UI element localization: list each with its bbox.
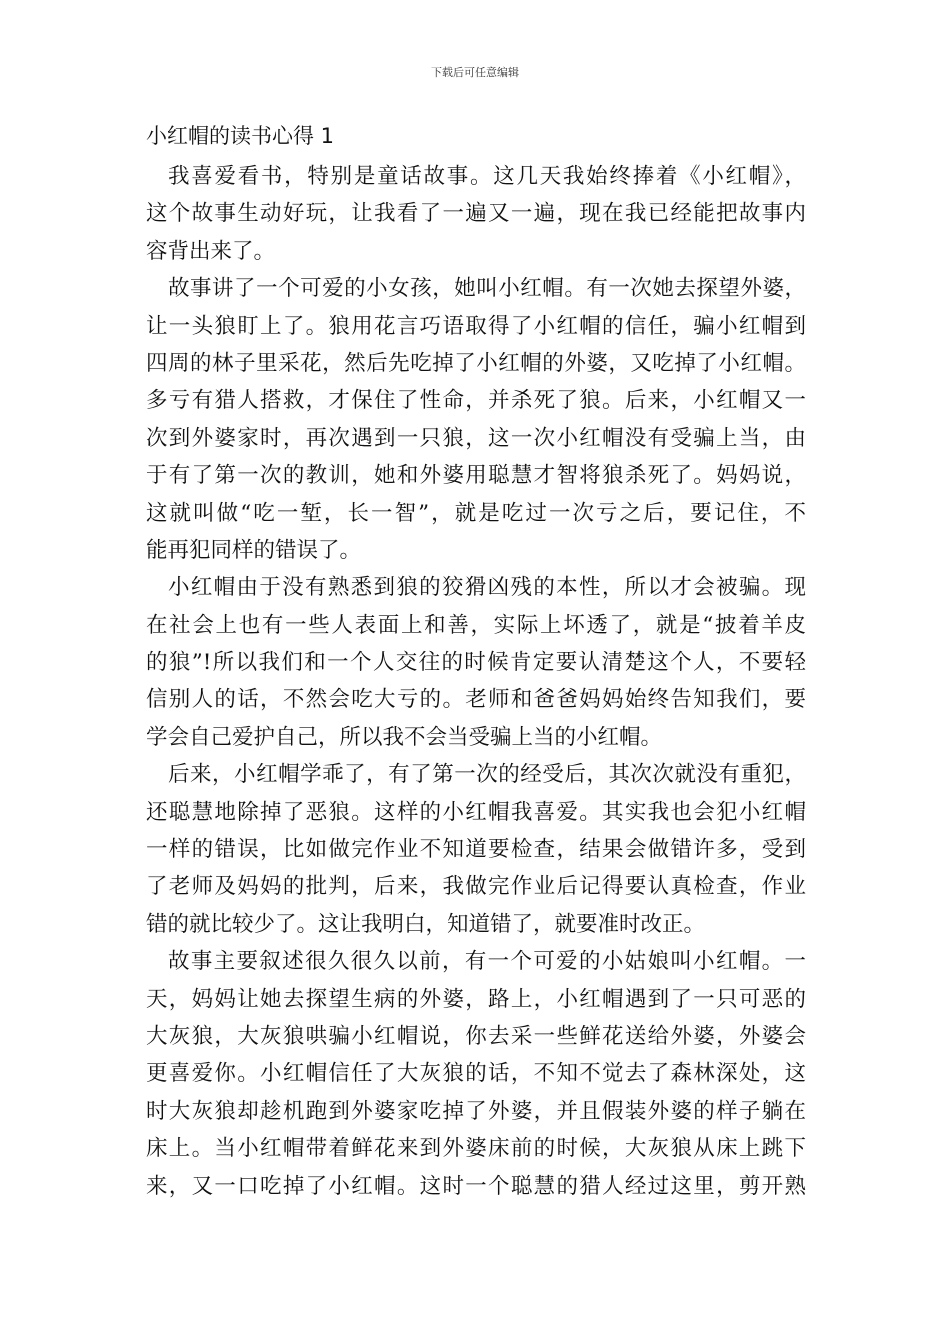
text-line: 次到外婆家时，再次遇到一只狼，这一次小红帽没有受骗上当，由 xyxy=(146,425,806,451)
paragraph-4 xyxy=(146,756,806,943)
text-line: 了老师及妈妈的批判，后来，我做完作业后记得要认真检查，作业 xyxy=(146,874,806,900)
page-header: 下载后可任意编辑 xyxy=(431,66,519,79)
text-line: 天，妈妈让她去探望生病的外婆，路上，小红帽遇到了一只可恶的 xyxy=(146,986,806,1012)
text-line: 一样的错误，比如做完作业不知道要检查，结果会做错许多，受到 xyxy=(146,837,806,863)
text-line: 信别人的话，不然会吃大亏的。老师和爸爸妈妈始终告知我们，要 xyxy=(146,687,806,713)
text-line: 故事主要叙述很久很久以前，有一个可爱的小姑娘叫小红帽。一 xyxy=(168,949,806,975)
text-line: 小红帽由于没有熟悉到狼的狡猾凶残的本性，所以才会被骗。现 xyxy=(168,575,806,601)
text-line: 我喜爱看书，特别是童话故事。这几天我始终捧着《小红帽》， xyxy=(168,164,806,189)
paragraph-1 xyxy=(146,158,806,270)
text-line: 后来，小红帽学乖了，有了第一次的经受后，其次次就没有重犯， xyxy=(168,762,806,788)
paragraph-3 xyxy=(146,569,806,756)
text-line: 四周的林子里采花，然后先吃掉了小红帽的外婆，又吃掉了小红帽。 xyxy=(146,350,806,376)
paragraph-5 xyxy=(146,943,806,1205)
text-line: 让一头狼盯上了。狼用花言巧语取得了小红帽的信任，骗小红帽到 xyxy=(146,313,806,339)
document-title: 小红帽的读书心得 1 xyxy=(146,124,335,148)
text-line: 在社会上也有一些人表面上和善，实际上坏透了，就是“披着羊皮 xyxy=(146,612,806,638)
text-line: 来，又一口吃掉了小红帽。这时一个聪慧的猎人经过这里，剪开熟 xyxy=(146,1173,806,1199)
text-line: 能再犯同样的错误了。 xyxy=(146,537,362,563)
paragraph-2 xyxy=(146,270,806,569)
text-line: 学会自己爱护自己，所以我不会当受骗上当的小红帽。 xyxy=(146,724,663,750)
text-line: 故事讲了一个可爱的小女孩，她叫小红帽。有一次她去探望外婆， xyxy=(168,276,806,302)
text-line: 错的就比较少了。这让我明白，知道错了，就要准时改正。 xyxy=(146,911,706,937)
text-line: 容背出来了。 xyxy=(146,238,276,264)
text-line: 的狼”!所以我们和一个人交往的时候肯定要认清楚这个人，不要轻 xyxy=(146,650,806,676)
text-line: 还聪慧地除掉了恶狼。这样的小红帽我喜爱。其实我也会犯小红帽 xyxy=(146,799,806,825)
document-body xyxy=(146,158,806,1205)
text-line: 更喜爱你。小红帽信任了大灰狼的话，不知不觉去了森林深处，这 xyxy=(146,1061,806,1087)
text-line: 大灰狼，大灰狼哄骗小红帽说，你去采一些鲜花送给外婆，外婆会 xyxy=(146,1023,806,1049)
text-line: 多亏有猎人搭救，才保住了性命，并杀死了狼。后来，小红帽又一 xyxy=(146,388,806,414)
text-line: 这个故事生动好玩，让我看了一遍又一遍，现在我已经能把故事内 xyxy=(146,201,806,227)
text-line: 于有了第一次的教训，她和外婆用聪慧才智将狼杀死了。妈妈说， xyxy=(146,463,806,489)
text-line: 时大灰狼却趁机跑到外婆家吃掉了外婆，并且假装外婆的样子躺在 xyxy=(146,1098,806,1124)
text-line: 这就叫做“吃一堑，长一智”，就是吃过一次亏之后，要记住，不 xyxy=(146,500,806,526)
text-line: 床上。当小红帽带着鲜花来到外婆床前的时候，大灰狼从床上跳下 xyxy=(146,1136,806,1162)
